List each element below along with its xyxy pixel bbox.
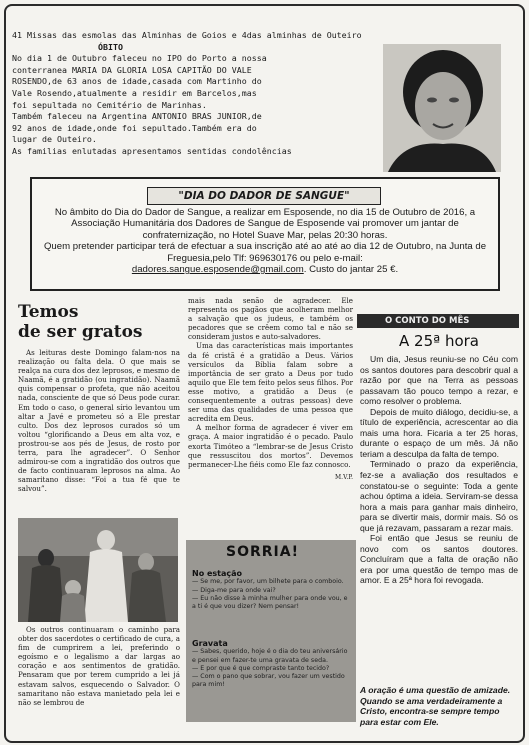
sorria-jokes-box xyxy=(186,540,356,722)
article-title-line: Temos xyxy=(18,302,79,322)
article-signature: M.V.P. xyxy=(335,473,353,481)
obituary-line: As familias enlutadas apresentamos sentidas condolências xyxy=(12,145,292,156)
sorria-joke-line: — Eu não disse à minha mulher para onde vou, e a ti é que vou dizer? Nem pensar! xyxy=(192,594,348,611)
blood-donor-title: "DIA DO DADOR DE SANGUE" xyxy=(178,190,350,202)
sorria-joke-tie xyxy=(192,640,350,690)
obituary-line: 92 anos de idade,onde foi sepultado.Também era do xyxy=(12,122,257,133)
story-ending: A oração é uma questão de amizade. Quando se ama verdadeiramente a Cristo, encontra-se sempre tempo para estar com Ele. xyxy=(360,685,511,727)
article-column-2 xyxy=(188,296,353,482)
blood-donor-title-box xyxy=(147,187,381,205)
sorria-joke-line: — Com o pano que sobrar, vou fazer um vestido para mim! xyxy=(192,673,345,689)
sorria-joke-line: — Diga-me para onde vai? xyxy=(192,586,276,594)
article-title-line: de ser gratos xyxy=(18,322,143,342)
obituary-section-title: ÓBITO xyxy=(98,41,123,52)
obituary-line: conterranea MARIA DA GLORIA LOSA CAPITÃO DO VALE xyxy=(12,64,252,75)
blood-donor-paragraph: No âmbito do Dia do Dador de Sangue, a realizar em Esposende, no dia 15 de Outubro de 2016, a Associação Humanitária dos Dadores de Sangue de Esposende vai promover um jantar de confraternização, no Hotel Suave Mar, pelas 20:30 horas. xyxy=(54,207,476,241)
sorria-joke-line: — Sabes, querido, hoje é o dia do teu aniversário e pensei em fazer-te uma gravata de seda. xyxy=(192,648,348,664)
obituary-line: Também faleceu na Argentina ANTONIO BRAS JUNIOR,de xyxy=(12,111,262,122)
story-title: A 25ª hora xyxy=(399,332,479,350)
article-paragraph: mais nada senão de agradecer. Ele representa os pagãos que acolheram melhor a salvação que os judeus, e também os pecadores que se crêem como tal e não se consideram justos e auto-salvadores. xyxy=(188,296,353,342)
sorria-joke-heading: No estação xyxy=(192,569,243,578)
article-title xyxy=(18,302,180,342)
sorria-joke-station xyxy=(192,570,350,611)
obituary-header-line: 41 Missas das esmolas das Alminhas de Goios e 4das alminhas de Outeiro xyxy=(12,30,362,40)
article-paragraph: As leituras deste Domingo falam-nos na realização ou falta dela. O que mais se realça na cura dos dez leprosos, e mesmo de Naamã, é a gratidão (ou ingratidão). Naamã quis compensar o profeta, que não aceitou nada, consciente de que só Deus pode curar. Em todo o caso, o general sírio levantou um altar a Javé e prometeu só a Ele prestar culto. Dos dez leprosos curados só um voltou “glorificando a Deus em alta voz, e prostrou-se aos pés de Jesus, de rosto por terra, para lhe agradecer”. O Senhor admirou-se com a ingratidão dos outros que de facto continuaram leprosos na alma. Ao samaritano disse: “Foi a tua fé que te salvou”. xyxy=(18,348,180,494)
obituary-line: No dia 1 de Outubro faleceu no IPO do Porto a nossa xyxy=(12,53,267,64)
article-paragraph: Uma das características mais importantes da fé cristã é a gratidão a Deus. Vários versículos da Bíblia falam sobre a importância de ser grato a Deus por tudo aquilo que Ele tem feito pelos seus filhos. Por esse motivo, a gratidão a Deus (e consequentemente a outras pessoas) deve ser uma das qualidades de uma pessoa que acredita em Deus. xyxy=(188,341,353,424)
obituary-line: Vale Rosendo,atualmente a residir em Barcelos,mas xyxy=(12,87,257,98)
blood-donor-email-link[interactable]: dadores.sangue.esposende@gmail.com xyxy=(131,264,304,276)
blood-donor-body xyxy=(42,207,488,275)
article-paragraph: A melhor forma de agradecer é viver em graça. A maior ingratidão é o pecado. Paulo exorta Timóteo a “lembrar-se de Jesus Cristo que ressuscitou dos mortos”. Devemos permanecer-Lhe fiéis como Ele faz connosco. xyxy=(188,423,353,469)
story-text xyxy=(360,354,518,586)
sorria-joke-line: — E por que é que compraste tanto tecido? xyxy=(192,664,330,672)
sorria-joke-heading: Gravata xyxy=(192,639,228,648)
blood-donor-price: . Custo do jantar 25 €. xyxy=(303,264,399,276)
story-paragraph: Foi então que Jesus se reuniu de novo com os santos doutores. Concluíram que a falta de oração não era por uma questão de tempo mas de amor. E a 25ª hora foi revogada. xyxy=(360,533,518,586)
blood-donor-contact xyxy=(42,264,488,275)
sorria-joke-line: — Se me, por favor, um bilhete para o comboio. xyxy=(192,578,344,586)
article-column-1 xyxy=(18,302,180,494)
obituary-line: lugar de Outeiro. xyxy=(12,134,97,145)
story-paragraph: Terminado o prazo da experiência, fez-se a avaliação dos resultados e constatou-se o seguinte: Toda a gente achou óptima a ideia. Serviram-se dessa hora a mais para ganhar mais dinheiro, para se divertir mais, dormir mais. Só os que já rezavam, passaram a rezar mais. xyxy=(360,459,518,533)
blood-donor-paragraph: Quem pretender participar terá de efectuar a sua inscrição até ao até ao dia 12 de Outubro, na Junta de Freguesia,pelo Tlf: 969630176 ou pelo e-mail: xyxy=(43,241,487,264)
story-paragraph: Um dia, Jesus reuniu-se no Céu com os santos doutores para descobrir qual a razão por que na Terra as pessoas passavam tão pouco tempo a rezar, e como resolver o problema. xyxy=(360,354,518,407)
obituary-line: foi sepultada no Cemitério de Marinhas. xyxy=(12,99,207,110)
story-section-label: O CONTO DO MÊS xyxy=(357,314,519,328)
article-text-continued xyxy=(18,625,180,707)
article-paragraph: Os outros continuaram o caminho para obter dos sacerdotes o certificado de cura, a fim de cumprirem a lei, preferindo o egoísmo e o legalismo a dar largas ao coração e aos sentimentos de gratidão. Pensaram que por terem cumprido a lei já estavam salvos, esquecendo o Salvador. O samaritano não estava manietado pela lei e não se lembrou de xyxy=(18,625,180,707)
story-paragraph: Depois de muito diálogo, decidiu-se, a título de experiência, acrescentar ao dia mais uma hora. Ficaria a ter 25 horas, durante o espaço de um mês. Já não teriam a desculpa da falta de tempo. xyxy=(360,406,518,459)
sorria-title: SORRIA! xyxy=(226,544,299,560)
article-text xyxy=(18,348,180,494)
obituary-portrait-photo xyxy=(383,44,501,172)
blood-donor-notice xyxy=(30,177,500,291)
obituary-line: ROSENDO,de 63 anos de idade,casada com Martinho do xyxy=(12,76,262,87)
jesus-healing-photo xyxy=(18,518,178,622)
